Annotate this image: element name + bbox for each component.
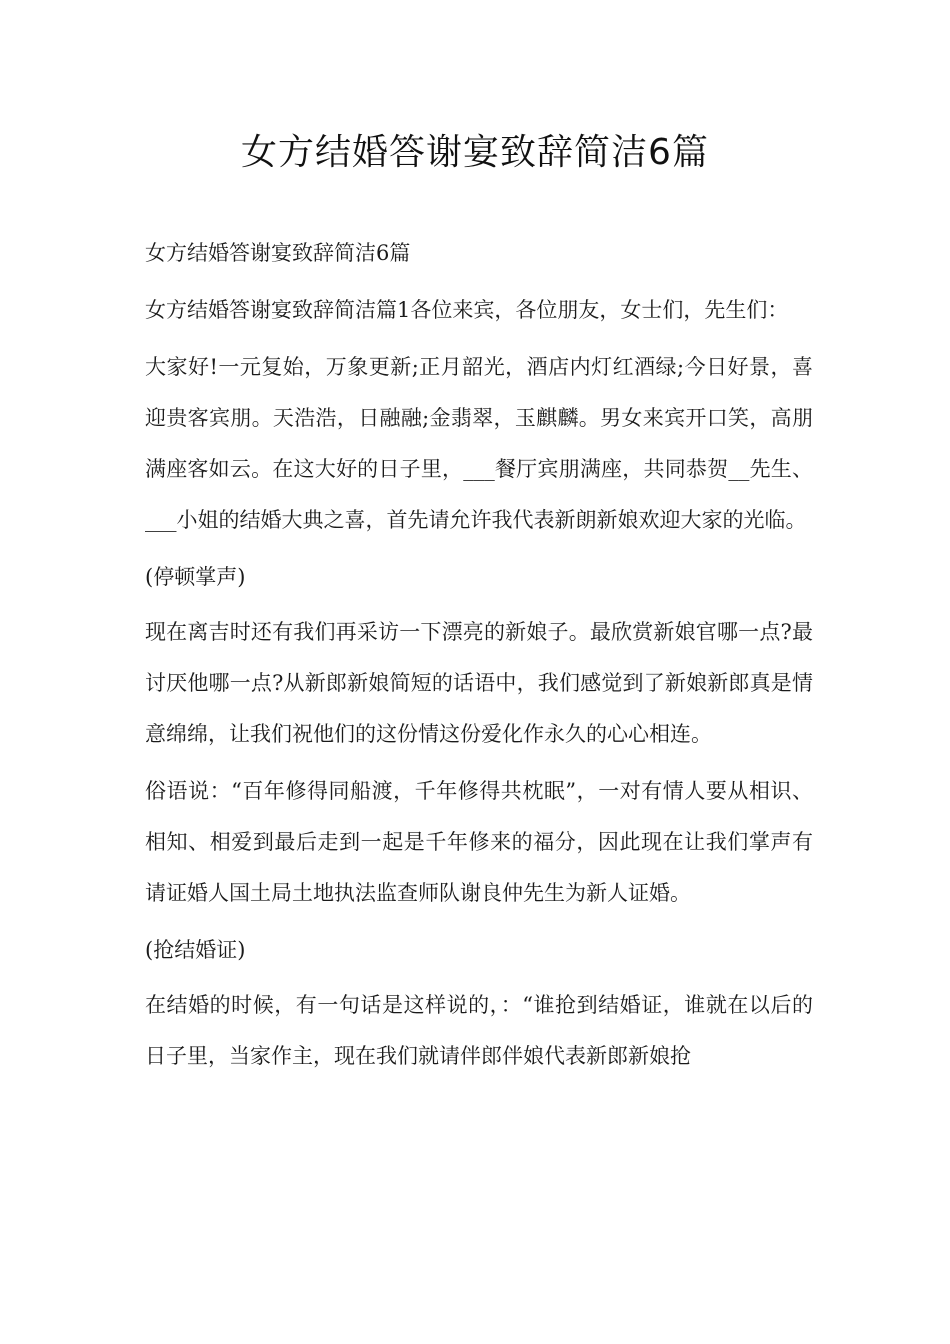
paragraph-subtitle: 女方结婚答谢宴致辞简洁6篇 xyxy=(145,241,411,265)
paragraph-stage-direction-applause: (停顿掌声) xyxy=(145,565,246,589)
paragraph-opening: 大家好!一元复始，万象更新;正月韶光，酒店内灯红酒绿;今日好景，喜迎贵客宾朋。天浩浩，日融融;金翡翠，玉麒麟。男女来宾开口笑，高朋满座客如云。在这大好的日子里，___餐厅宾朋满座，共同恭贺__先生、___小姐的结婚大典之喜，首先请允许我代表新朗新娘欢迎大家的光临。 xyxy=(145,355,813,532)
paragraph-proverb: 俗语说：“百年修得同船渡，千年修得共枕眠”，一对有情人要从相识、相知、相爱到最后走到一起是千年修来的福分，因此现在让我们掌声有请证婚人国土局土地执法监查师队谢良仲先生为新人证婚。 xyxy=(145,779,813,905)
paragraph-stage-direction-certificate: (抢结婚证) xyxy=(145,938,246,962)
paragraph-certificate: 在结婚的时候，有一句话是这样说的，：“谁抢到结婚证，谁就在以后的日子里，当家作主，现在我们就请伴郎伴娘代表新郎新娘抢 xyxy=(145,993,813,1068)
paragraph-greeting: 女方结婚答谢宴致辞简洁篇1各位来宾，各位朋友，女士们，先生们： xyxy=(145,298,789,322)
document-title: 女方结婚答谢宴致辞简洁6篇 xyxy=(241,132,709,173)
document-body xyxy=(145,228,813,1088)
paragraph-interview: 现在离吉时还有我们再采访一下漂亮的新娘子。最欣赏新娘官哪一点?最讨厌他哪一点?从新郎新娘简短的话语中，我们感觉到了新娘新郎真是情意绵绵，让我们祝他们的这份情这份爱化作永久的心心相连。 xyxy=(145,620,813,746)
